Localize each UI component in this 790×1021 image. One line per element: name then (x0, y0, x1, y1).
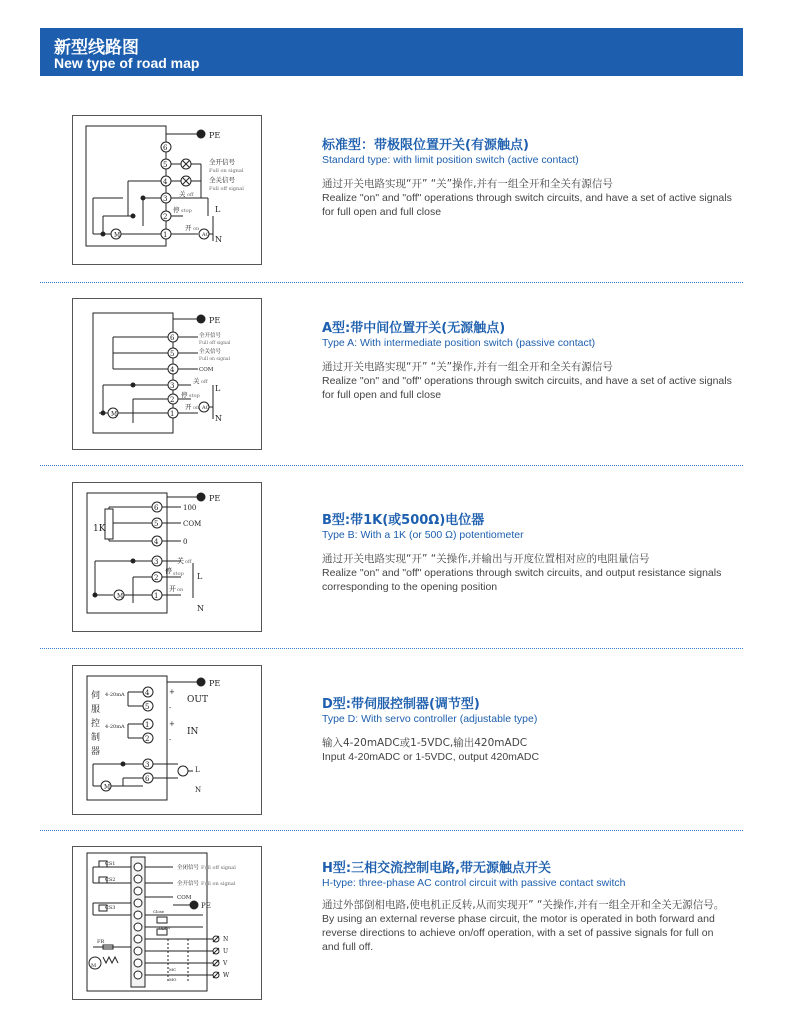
svg-text:2: 2 (163, 213, 168, 221)
svg-text:控: 控 (91, 719, 101, 729)
section-subtitle: Type D: With servo controller (adjustable type) (322, 713, 538, 725)
svg-text:off: off (187, 192, 194, 198)
svg-text:1K: 1K (93, 524, 106, 534)
svg-text:器: 器 (91, 747, 101, 757)
svg-text:IN: IN (187, 727, 199, 737)
svg-text:停: 停 (181, 391, 188, 399)
section-type-h-text (322, 861, 732, 954)
svg-text:CS2: CS2 (105, 877, 116, 883)
svg-text:关: 关 (179, 190, 186, 198)
svg-text:M: M (117, 593, 124, 600)
svg-text:U: U (223, 948, 229, 955)
section-title: 标准型：带极限位置开关(有源触点) (322, 138, 529, 153)
section-desc-en: Realize "on" and "off" operations through switch circuits, and have a set of active signals for full open and full close (322, 375, 732, 401)
section-divider (40, 648, 743, 649)
svg-text:L: L (197, 572, 203, 581)
svg-text:M: M (114, 232, 121, 239)
svg-text:L: L (215, 205, 221, 214)
svg-text:100: 100 (183, 504, 197, 512)
svg-text:MO: MO (169, 977, 177, 982)
section-subtitle: Type B: With a 1K (or 500 Ω) potentiometer (322, 529, 524, 541)
svg-text:2: 2 (145, 735, 150, 743)
svg-text:stop: stop (181, 208, 192, 214)
section-desc-cn: 通过开关电路实现“开” “关”操作,并有一组全开和全关有源信号 (322, 178, 613, 190)
svg-text:W: W (223, 972, 230, 979)
svg-text:5: 5 (154, 520, 159, 528)
svg-text:OUT: OUT (187, 695, 208, 705)
svg-text:COM: COM (177, 895, 192, 901)
svg-text:Full on signal: Full on signal (201, 881, 236, 887)
svg-text:N: N (197, 604, 204, 613)
wiring-diagram-type-h (72, 846, 262, 1000)
section-divider (40, 282, 743, 283)
section-desc-en: By using an external reverse phase circuit, the motor is operated in both forward and reverse directions to achieve on/off operation, with a set of passive signals for full on and full off. (322, 913, 715, 953)
page-header (40, 28, 743, 76)
svg-text:Close: Close (153, 909, 165, 914)
svg-text:3: 3 (154, 558, 159, 566)
svg-text:+: + (169, 720, 175, 728)
svg-text:V: V (223, 960, 228, 967)
svg-text:4: 4 (145, 689, 150, 697)
section-subtitle: Type A: With intermediate position switch (passive contact) (322, 337, 596, 349)
svg-text:全开信号: 全开信号 (177, 881, 200, 887)
svg-text:-: - (169, 736, 172, 744)
section-title: H型:三相交流控制电路,带无源触点开关 (322, 861, 552, 876)
svg-text:COM: COM (199, 367, 214, 373)
section-divider (40, 830, 743, 831)
svg-text:AC: AC (202, 232, 210, 238)
section-standard-text (322, 138, 732, 219)
svg-text:6: 6 (154, 504, 159, 512)
svg-text:4: 4 (163, 178, 168, 186)
svg-text:全闭信号: 全闭信号 (177, 865, 200, 871)
svg-text:制: 制 (91, 733, 101, 743)
full-off-cn: 全关信号 (209, 176, 235, 184)
svg-text:3: 3 (145, 761, 150, 769)
svg-text:M: M (91, 963, 97, 969)
svg-text:6: 6 (163, 144, 168, 152)
svg-text:3: 3 (170, 382, 175, 390)
svg-text:2: 2 (170, 396, 175, 404)
svg-text:开: 开 (185, 224, 192, 232)
full-on-cn: 全开信号 (209, 158, 235, 166)
section-type-d-text (322, 697, 732, 764)
svg-text:MC: MC (169, 967, 177, 972)
svg-text:AC: AC (202, 405, 210, 411)
svg-text:Full off signal: Full off signal (201, 865, 236, 871)
section-desc-en: Realize "on" and "off" operations through switch circuits, and have a set of active signals for full open and full close (322, 192, 732, 218)
svg-text:停: 停 (173, 206, 180, 214)
section-type-b-text (322, 513, 732, 594)
svg-text:-: - (169, 704, 172, 712)
svg-text:CS3: CS3 (105, 905, 116, 911)
header-title-en: New type of road map (54, 55, 200, 71)
svg-text:3: 3 (163, 195, 168, 203)
svg-text:5: 5 (170, 350, 175, 358)
svg-text:5: 5 (163, 161, 168, 169)
svg-text:N: N (215, 414, 222, 423)
svg-text:1: 1 (163, 231, 168, 239)
svg-text:停: 停 (165, 567, 172, 575)
svg-text:CS1: CS1 (105, 861, 116, 867)
svg-text:L: L (195, 766, 200, 774)
svg-text:4: 4 (170, 366, 175, 374)
section-title: A型:带中间位置开关(无源触点) (322, 321, 506, 336)
svg-text:6: 6 (145, 775, 150, 783)
section-divider (40, 465, 743, 466)
section-desc-en: Realize "on" and "off" operations through switch circuits, and output resistance signals corresponding to the opening position (322, 567, 722, 593)
svg-text:COM: COM (183, 520, 202, 528)
svg-text:PE: PE (209, 679, 221, 688)
svg-text:4-20mA: 4-20mA (105, 692, 125, 698)
svg-text:5: 5 (145, 703, 150, 711)
svg-text:4-20mA: 4-20mA (105, 724, 125, 730)
svg-text:全关信号: 全关信号 (199, 349, 222, 355)
svg-text:2: 2 (154, 574, 159, 582)
section-title: B型:带1K(或500Ω)电位器 (322, 513, 485, 528)
svg-text:FR: FR (97, 939, 105, 945)
svg-text:关: 关 (193, 377, 200, 385)
section-type-a-text (322, 321, 732, 402)
wiring-diagram-standard (72, 115, 262, 265)
svg-text:off: off (201, 379, 208, 385)
section-desc-cn: 通过开关电路实现“开” “关”操作,并有一组全开和全关有源信号 (322, 361, 613, 373)
pe-label: PE (209, 131, 221, 140)
svg-text:服: 服 (91, 705, 101, 715)
section-desc-cn: 通过外部倒相电路,使电机正反转,从而实现开” “关操作,并有一组全开和全关无源信号。 (322, 899, 725, 911)
section-desc-cn: 通过开关电路实现“开” “关操作,并输出与开度位置相对应的电阻量信号 (322, 553, 650, 565)
svg-text:1: 1 (154, 592, 159, 600)
svg-text:+: + (169, 688, 175, 696)
svg-text:Full off signal: Full off signal (209, 186, 244, 192)
svg-text:PE: PE (209, 316, 221, 325)
svg-text:on: on (193, 226, 200, 232)
section-desc-cn: 输入4-20mADC或1-5VDC,输出420mADC (322, 737, 528, 749)
svg-text:stop: stop (189, 393, 200, 399)
svg-text:N: N (215, 235, 222, 244)
svg-text:1: 1 (170, 410, 175, 418)
section-title: D型:带伺服控制器(调节型) (322, 697, 480, 712)
svg-text:N: N (223, 936, 229, 943)
section-subtitle: H-type: three-phase AC control circuit with passive contact switch (322, 877, 626, 889)
svg-text:stop: stop (173, 571, 184, 577)
svg-text:L: L (215, 384, 221, 393)
svg-text:1: 1 (145, 721, 150, 729)
svg-text:关: 关 (177, 557, 184, 565)
wiring-diagram-type-d (72, 665, 262, 815)
svg-text:on: on (193, 405, 200, 411)
svg-text:off: off (185, 559, 192, 565)
svg-text:Full on signal: Full on signal (199, 357, 231, 362)
svg-text:开: 开 (185, 403, 192, 411)
svg-text:伺: 伺 (91, 691, 101, 701)
svg-text:M: M (104, 784, 111, 791)
section-subtitle: Standard type: with limit position switch (active contact) (322, 154, 579, 166)
svg-text:6: 6 (170, 334, 175, 342)
svg-text:PE: PE (201, 902, 211, 910)
header-title-cn: 新型线路图 (54, 38, 139, 58)
wiring-diagram-type-a (72, 298, 262, 450)
svg-text:4: 4 (154, 538, 159, 546)
svg-text:N: N (195, 786, 202, 794)
svg-text:开: 开 (169, 585, 176, 593)
svg-text:Full off signal: Full off signal (199, 341, 231, 346)
svg-text:PE: PE (209, 494, 221, 503)
svg-text:on: on (177, 587, 184, 593)
svg-text:M: M (111, 411, 118, 418)
svg-text:全开信号: 全开信号 (199, 333, 222, 339)
wiring-diagram-type-b (72, 482, 262, 632)
svg-text:0: 0 (183, 538, 188, 546)
svg-text:Full on signal: Full on signal (209, 168, 244, 174)
svg-text:Open: Open (159, 925, 170, 930)
section-desc-en: Input 4-20mADC or 1-5VDC, output 420mADC (322, 751, 540, 763)
